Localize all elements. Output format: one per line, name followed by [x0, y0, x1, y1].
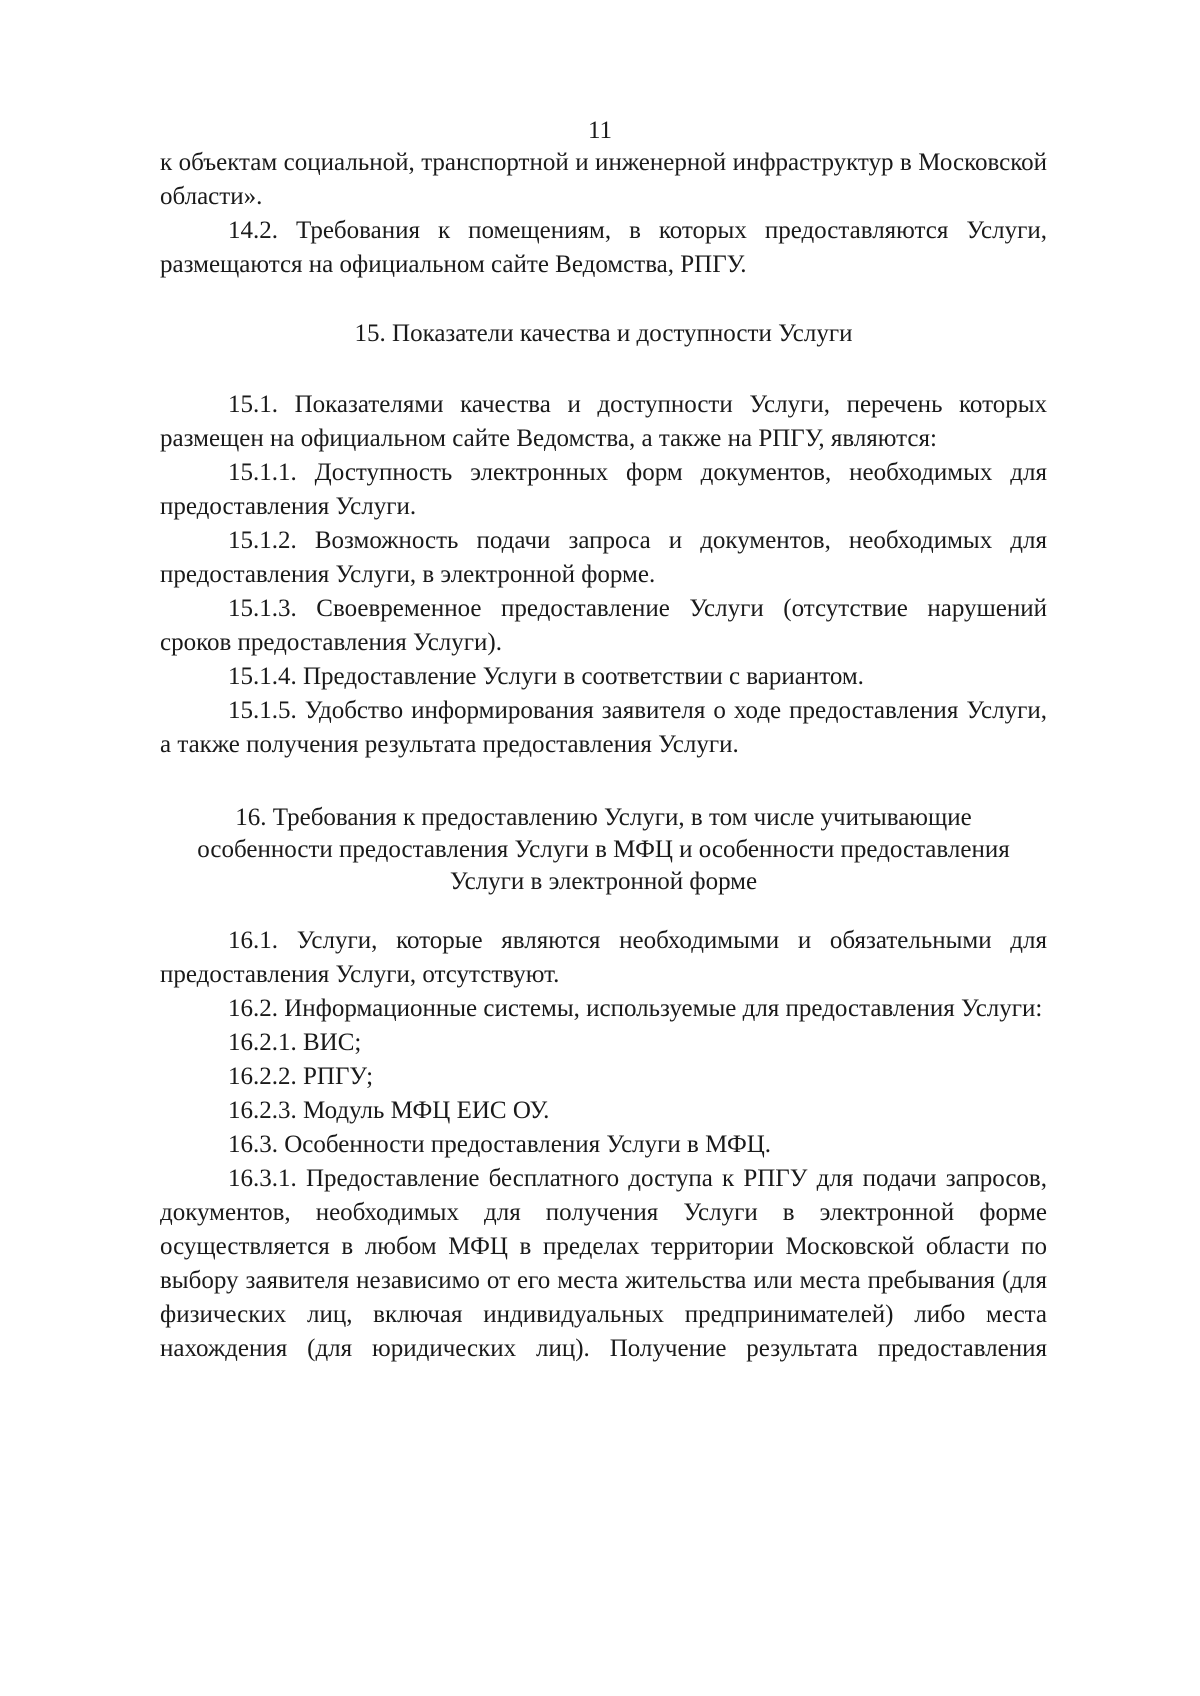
- paragraph-16-2-2: 16.2.2. РПГУ;: [228, 1063, 374, 1090]
- paragraph-16-2-3: 16.2.3. Модуль МФЦ ЕИС ОУ.: [228, 1097, 550, 1124]
- paragraph-16-3-1: 16.3.1. Предоставление бесплатного доступа к РПГУ для подачи запросов, документов, необходимых для получения Услуги в электронной форме осуществляется в любом МФЦ в пределах территории Московской области по выбору заявителя независимо от его места жительства или места пребывания (для физических лиц, включая индивидуальных предпринимателей) либо места нахождения (для юридических лиц). Получение результата предоставления: [160, 1165, 1047, 1362]
- paragraph-15-1-3: 15.1.3. Своевременное предоставление Услуги (отсутствие нарушений сроков предоставления Услуги).: [160, 595, 1047, 656]
- paragraph-15-1-2: 15.1.2. Возможность подачи запроса и документов, необходимых для предоставления Услуги, в электронной форме.: [160, 527, 1047, 588]
- section-15-heading: 15. Показатели качества и доступности Услуги: [354, 320, 853, 347]
- paragraph-16-2: 16.2. Информационные системы, используемые для предоставления Услуги:: [228, 995, 1043, 1022]
- paragraph-15-1-4: 15.1.4. Предоставление Услуги в соответствии с вариантом.: [228, 663, 864, 690]
- section-14-continuation: [160, 146, 1047, 282]
- paragraph-15-1-1: 15.1.1. Доступность электронных форм документов, необходимых для предоставления Услуги.: [160, 459, 1047, 520]
- paragraph-15-1-5: 15.1.5. Удобство информирования заявителя о ходе предоставления Услуги, а также получения результата предоставления Услуги.: [160, 697, 1047, 758]
- paragraph-16-1: 16.1. Услуги, которые являются необходимыми и обязательными для предоставления Услуги, отсутствуют.: [160, 927, 1047, 988]
- paragraph-14-1-tail: к объектам социальной, транспортной и инженерной инфраструктур в Московской области».: [160, 149, 1047, 210]
- paragraph-16-3: 16.3. Особенности предоставления Услуги в МФЦ.: [228, 1131, 772, 1158]
- page-number: 11: [587, 117, 613, 144]
- paragraph-15-1: 15.1. Показателями качества и доступности Услуги, перечень которых размещен на официальном сайте Ведомства, а также на РПГУ, являются:: [160, 391, 1047, 452]
- section-16-heading: 16. Требования к предоставлению Услуги, в том числе учитывающие особенности предоставления Услуги в МФЦ и особенности предоставления Услуги в электронной форме: [197, 804, 1010, 895]
- section-15-body: [160, 388, 1047, 762]
- paragraph-14-2: 14.2. Требования к помещениям, в которых предоставляются Услуги, размещаются на официальном сайте Ведомства, РПГУ.: [160, 217, 1047, 278]
- paragraph-16-2-1: 16.2.1. ВИС;: [228, 1029, 362, 1056]
- section-16-body: [160, 924, 1047, 1366]
